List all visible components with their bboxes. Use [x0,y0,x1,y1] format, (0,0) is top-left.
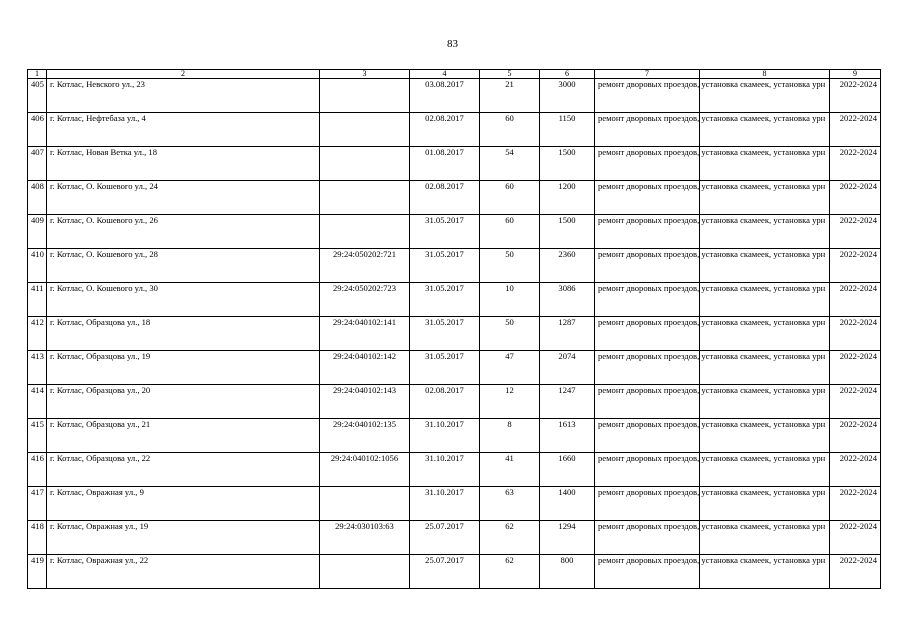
column-header: 7 [595,70,700,79]
work-type-cell: ремонт дворовых проездов, установка скамеек, установка урн [595,283,700,317]
work-type-cell: ремонт дворовых проездов, установка скамеек, установка урн [595,385,700,419]
work-type-cell: ремонт дворовых проездов, установка скамеек, установка урн [595,555,700,589]
table-row [28,147,881,181]
work-type-cell: ремонт дворовых проездов, установка скамеек, установка урн [595,79,700,113]
units-cell: 50 [480,317,540,351]
date-cell: 31.05.2017 [410,283,480,317]
date-cell: 31.10.2017 [410,487,480,521]
units-cell: 12 [480,385,540,419]
table-row [28,487,881,521]
column-header: 9 [830,70,881,79]
table-row [28,385,881,419]
row-number: 408 [28,181,47,215]
period-cell: 2022-2024 [830,453,881,487]
units-cell: 54 [480,147,540,181]
courtyard-register-table [27,69,881,589]
table-row [28,79,881,113]
units-cell: 10 [480,283,540,317]
units-cell: 47 [480,351,540,385]
table-row [28,419,881,453]
work-type-cell: ремонт дворовых проездов, установка скамеек, установка урн [595,453,700,487]
date-cell: 31.10.2017 [410,419,480,453]
table-row [28,283,881,317]
period-cell: 2022-2024 [830,181,881,215]
area-cell: 1660 [540,453,595,487]
table-row [28,351,881,385]
table-row [28,317,881,351]
cadastral-number-cell [320,487,410,521]
work-type-cell: ремонт дворовых проездов, установка скамеек, установка урн [595,351,700,385]
area-cell: 1247 [540,385,595,419]
address-cell: г. Котлас, Новая Ветка ул., 18 [47,147,320,181]
cadastral-number-cell: 29:24:050202:723 [320,283,410,317]
table-row [28,215,881,249]
area-cell: 1150 [540,113,595,147]
cadastral-number-cell [320,147,410,181]
row-number: 414 [28,385,47,419]
work-type-cell: ремонт дворовых проездов, установка скамеек, установка урн [595,317,700,351]
cadastral-number-cell: 29:24:040102:143 [320,385,410,419]
column-header: 1 [28,70,47,79]
work-type-cell: ремонт дворовых проездов, установка скамеек, установка урн [595,521,700,555]
period-cell: 2022-2024 [830,249,881,283]
period-cell: 2022-2024 [830,555,881,589]
cadastral-number-cell: 29:24:040102:141 [320,317,410,351]
column-header: 2 [47,70,320,79]
column-header: 4 [410,70,480,79]
row-number: 409 [28,215,47,249]
date-cell: 02.08.2017 [410,113,480,147]
address-cell: г. Котлас, Овражная ул., 9 [47,487,320,521]
date-cell: 31.05.2017 [410,351,480,385]
cadastral-number-cell: 29:24:030103:63 [320,521,410,555]
address-cell: г. Котлас, О. Кошевого ул., 26 [47,215,320,249]
area-cell: 2360 [540,249,595,283]
period-cell: 2022-2024 [830,521,881,555]
row-number: 417 [28,487,47,521]
period-cell: 2022-2024 [830,283,881,317]
column-header: 3 [320,70,410,79]
units-cell: 60 [480,113,540,147]
column-number-row [28,70,881,79]
work-type-cell: ремонт дворовых проездов, установка скамеек, установка урн [595,419,700,453]
address-cell: г. Котлас, Образцова ул., 19 [47,351,320,385]
address-cell: г. Котлас, Овражная ул., 19 [47,521,320,555]
area-cell: 3086 [540,283,595,317]
row-number: 411 [28,283,47,317]
table-row [28,555,881,589]
row-number: 410 [28,249,47,283]
page-number: 83 [447,38,458,50]
date-cell: 02.08.2017 [410,385,480,419]
area-cell: 1200 [540,181,595,215]
period-cell: 2022-2024 [830,419,881,453]
address-cell: г. Котлас, Образцова ул., 21 [47,419,320,453]
work-type-cell: ремонт дворовых проездов, установка скамеек, установка урн [595,147,700,181]
area-cell: 2074 [540,351,595,385]
cadastral-number-cell: 29:24:040102:1056 [320,453,410,487]
cadastral-number-cell: 29:24:040102:142 [320,351,410,385]
address-cell: г. Котлас, Нефтебаза ул., 4 [47,113,320,147]
address-cell: г. Котлас, Образцова ул., 22 [47,453,320,487]
units-cell: 62 [480,555,540,589]
period-cell: 2022-2024 [830,79,881,113]
area-cell: 1294 [540,521,595,555]
area-cell: 1400 [540,487,595,521]
table-row [28,453,881,487]
period-cell: 2022-2024 [830,487,881,521]
work-type-cell: ремонт дворовых проездов, установка скамеек, установка урн [595,487,700,521]
area-cell: 3000 [540,79,595,113]
date-cell: 01.08.2017 [410,147,480,181]
address-cell: г. Котлас, Овражная ул., 22 [47,555,320,589]
table-row [28,249,881,283]
address-cell: г. Котлас, О. Кошевого ул., 28 [47,249,320,283]
row-number: 407 [28,147,47,181]
column-header: 8 [700,70,830,79]
row-number: 418 [28,521,47,555]
column-header: 6 [540,70,595,79]
column-header: 5 [480,70,540,79]
date-cell: 31.05.2017 [410,249,480,283]
date-cell: 31.05.2017 [410,215,480,249]
row-number: 405 [28,79,47,113]
area-cell: 800 [540,555,595,589]
cadastral-number-cell [320,181,410,215]
units-cell: 50 [480,249,540,283]
units-cell: 62 [480,521,540,555]
address-cell: г. Котлас, Образцова ул., 18 [47,317,320,351]
date-cell: 03.08.2017 [410,79,480,113]
period-cell: 2022-2024 [830,147,881,181]
cadastral-number-cell [320,555,410,589]
row-number: 413 [28,351,47,385]
units-cell: 41 [480,453,540,487]
address-cell: г. Котлас, Невского ул., 23 [47,79,320,113]
period-cell: 2022-2024 [830,351,881,385]
units-cell: 63 [480,487,540,521]
table-row [28,181,881,215]
address-cell: г. Котлас, О. Кошевого ул., 24 [47,181,320,215]
row-number: 412 [28,317,47,351]
row-number: 419 [28,555,47,589]
units-cell: 21 [480,79,540,113]
area-cell: 1287 [540,317,595,351]
date-cell: 25.07.2017 [410,521,480,555]
area-cell: 1500 [540,215,595,249]
cadastral-number-cell [320,113,410,147]
row-number: 415 [28,419,47,453]
units-cell: 60 [480,215,540,249]
area-cell: 1500 [540,147,595,181]
period-cell: 2022-2024 [830,385,881,419]
address-cell: г. Котлас, Образцова ул., 20 [47,385,320,419]
table-row [28,521,881,555]
address-cell: г. Котлас, О. Кошевого ул., 30 [47,283,320,317]
date-cell: 02.08.2017 [410,181,480,215]
cadastral-number-cell: 29:24:040102:135 [320,419,410,453]
date-cell: 31.05.2017 [410,317,480,351]
work-type-cell: ремонт дворовых проездов, установка скамеек, установка урн [595,215,700,249]
period-cell: 2022-2024 [830,215,881,249]
area-cell: 1613 [540,419,595,453]
cadastral-number-cell [320,215,410,249]
work-type-cell: ремонт дворовых проездов, установка скамеек, установка урн [595,249,700,283]
row-number: 416 [28,453,47,487]
work-type-cell: ремонт дворовых проездов, установка скамеек, установка урн [595,181,700,215]
cadastral-number-cell: 29:24:050202:721 [320,249,410,283]
table-row [28,113,881,147]
date-cell: 25.07.2017 [410,555,480,589]
period-cell: 2022-2024 [830,113,881,147]
date-cell: 31.10.2017 [410,453,480,487]
period-cell: 2022-2024 [830,317,881,351]
units-cell: 8 [480,419,540,453]
cadastral-number-cell [320,79,410,113]
units-cell: 60 [480,181,540,215]
row-number: 406 [28,113,47,147]
work-type-cell: ремонт дворовых проездов, установка скамеек, установка урн [595,113,700,147]
